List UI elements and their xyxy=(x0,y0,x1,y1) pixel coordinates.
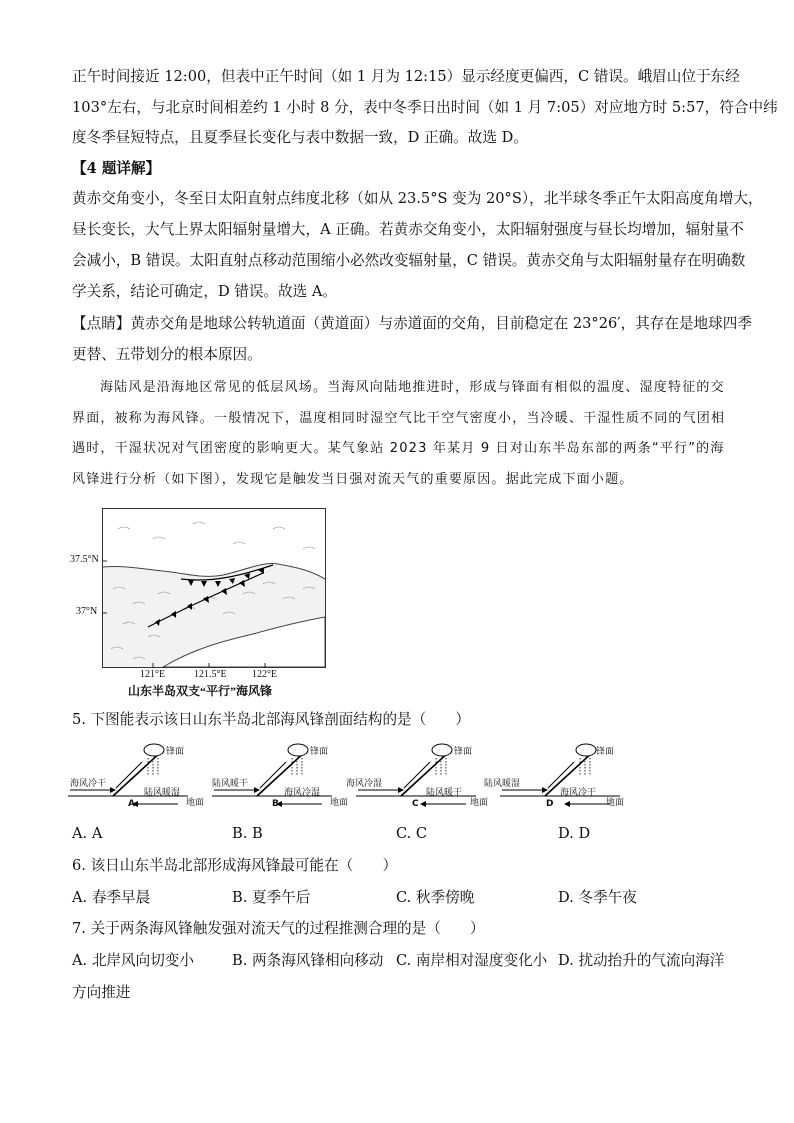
option-d[interactable]: D. 扰动抬升的气流向海洋 xyxy=(558,952,725,969)
longitude-label: 122°E xyxy=(252,669,278,680)
option-d[interactable]: D. 冬季午夜 xyxy=(558,889,637,906)
tip-paragraph: 【点睛】黄赤交角是地球公转轨道面（黄道面）与赤道面的交角，目前稳定在 23°26′，其存在是地球四季 xyxy=(72,315,752,332)
profile-diagram-d xyxy=(500,740,650,812)
question-7-stem: 7. 关于两条海风锋触发强对流天气的过程推测合理的是（ ） xyxy=(72,920,485,937)
ground-label: 地面 xyxy=(606,798,625,808)
material-line: 海陆风是沿海地区常见的低层风场。当海风向陆地推进时，形成与锋面有相似的温度、湿度特征的交 xyxy=(100,380,725,395)
right-wind-label: 海风冷湿 xyxy=(284,788,321,798)
paragraph-line: 更替、五带划分的根本原因。 xyxy=(72,346,262,363)
option-a[interactable]: A. A xyxy=(72,825,103,842)
right-wind-label: 陆风暖干 xyxy=(426,788,463,798)
question-7-options xyxy=(72,950,732,972)
map-caption: 山东半岛双支“平行”海风锋 xyxy=(128,684,273,698)
longitude-label: 121°E xyxy=(140,669,166,680)
option-c[interactable]: C. 秋季傍晚 xyxy=(396,889,475,906)
section-heading: 【4 题详解】 xyxy=(72,160,161,177)
paragraph-line: 正午时间接近 12:00，但表中正午时间（如 1 月为 12:15）显示经度更偏西，C 错误。峨眉山位于东经 xyxy=(72,68,740,85)
option-d[interactable]: D. D xyxy=(558,825,591,842)
left-wind-label: 陆风暖湿 xyxy=(484,779,521,789)
paragraph-line: 会减小，B 错误。太阳直射点移动范围缩小必然改变辐射量，C 错误。黄赤交角与太阳辐射量存在明确数 xyxy=(72,252,746,269)
question-5-stem: 5. 下图能表示该日山东半岛北部海风锋剖面结构的是（ ） xyxy=(72,711,471,728)
diagram-letter: C xyxy=(412,799,419,809)
front-label: 锋面 xyxy=(596,747,615,757)
question-7-option-d-continuation: 方向推进 xyxy=(72,984,131,1001)
option-c[interactable]: C. 南岸相对湿度变化小 xyxy=(396,952,548,969)
front-label: 锋面 xyxy=(166,747,185,757)
front-label: 锋面 xyxy=(310,747,329,757)
front-label: 锋面 xyxy=(454,747,473,757)
option-c[interactable]: C. C xyxy=(396,825,428,842)
right-wind-label: 海风冷干 xyxy=(560,788,597,798)
paragraph-line: 黄赤交角变小，冬至日太阳直射点纬度北移（如从 23.5°S 变为 20°S），北半球冬季正午太阳高度角增大， xyxy=(72,190,763,207)
map-graphic xyxy=(103,509,325,667)
paragraph-line: 103°左右，与北京时间相差约 1 小时 8 分，表中冬季日出时间（如 1 月 7:05）对应地方时 5:57，符合中纬 xyxy=(72,99,778,116)
option-a[interactable]: A. 春季早晨 xyxy=(72,889,151,906)
diagram-letter: A xyxy=(128,799,135,809)
front-profile-graphic xyxy=(500,740,650,812)
ground-label: 地面 xyxy=(186,798,205,808)
left-wind-label: 海风冷干 xyxy=(70,779,107,789)
left-wind-label: 海风冷湿 xyxy=(346,779,383,789)
question-6-stem: 6. 该日山东半岛北部形成海风锋最可能在（ ） xyxy=(72,857,398,874)
diagram-letter: B xyxy=(272,799,279,809)
option-a[interactable]: A. 北岸风向切变小 xyxy=(72,952,194,969)
right-wind-label: 陆风暖湿 xyxy=(144,788,181,798)
option-b[interactable]: B. B xyxy=(232,825,263,842)
ground-label: 地面 xyxy=(330,798,349,808)
material-line: 界面，被称为海风锋。一般情况下，温度相同时湿空气比干空气密度小，当冷暖、干湿性质不同的气团相 xyxy=(72,411,726,426)
question-5-options xyxy=(72,823,732,845)
question-6-options xyxy=(72,887,732,909)
latitude-label: 37.5°N xyxy=(70,554,99,565)
option-b[interactable]: B. 两条海风锋相向移动 xyxy=(232,952,384,969)
paragraph-line: 昼长变长，大气上界太阳辐射量增大，A 正确。若黄赤交角变小，太阳辐射强度与昼长均增加，辐射量不 xyxy=(72,221,744,238)
paragraph-line: 度冬季昼短特点，且夏季昼长变化与表中数据一致，D 正确。故选 D。 xyxy=(72,129,528,146)
shandong-map xyxy=(102,508,326,668)
left-wind-label: 陆风暖干 xyxy=(212,779,249,789)
diagram-letter: D xyxy=(546,799,554,809)
latitude-label: 37°N xyxy=(76,606,98,617)
material-line: 遇时，干湿状况对气团密度的影响更大。某气象站 2023 年某月 9 日对山东半岛东部的两条“平行”的海 xyxy=(72,441,725,456)
option-b[interactable]: B. 夏季午后 xyxy=(232,889,311,906)
longitude-label: 121.5°E xyxy=(194,669,227,680)
paragraph-line: 学关系，结论可确定，D 错误。故选 A。 xyxy=(72,283,338,300)
material-line: 风锋进行分析（如下图），发现它是触发当日强对流天气的重要原因。据此完成下面小题。 xyxy=(72,472,634,487)
ground-label: 地面 xyxy=(470,798,489,808)
